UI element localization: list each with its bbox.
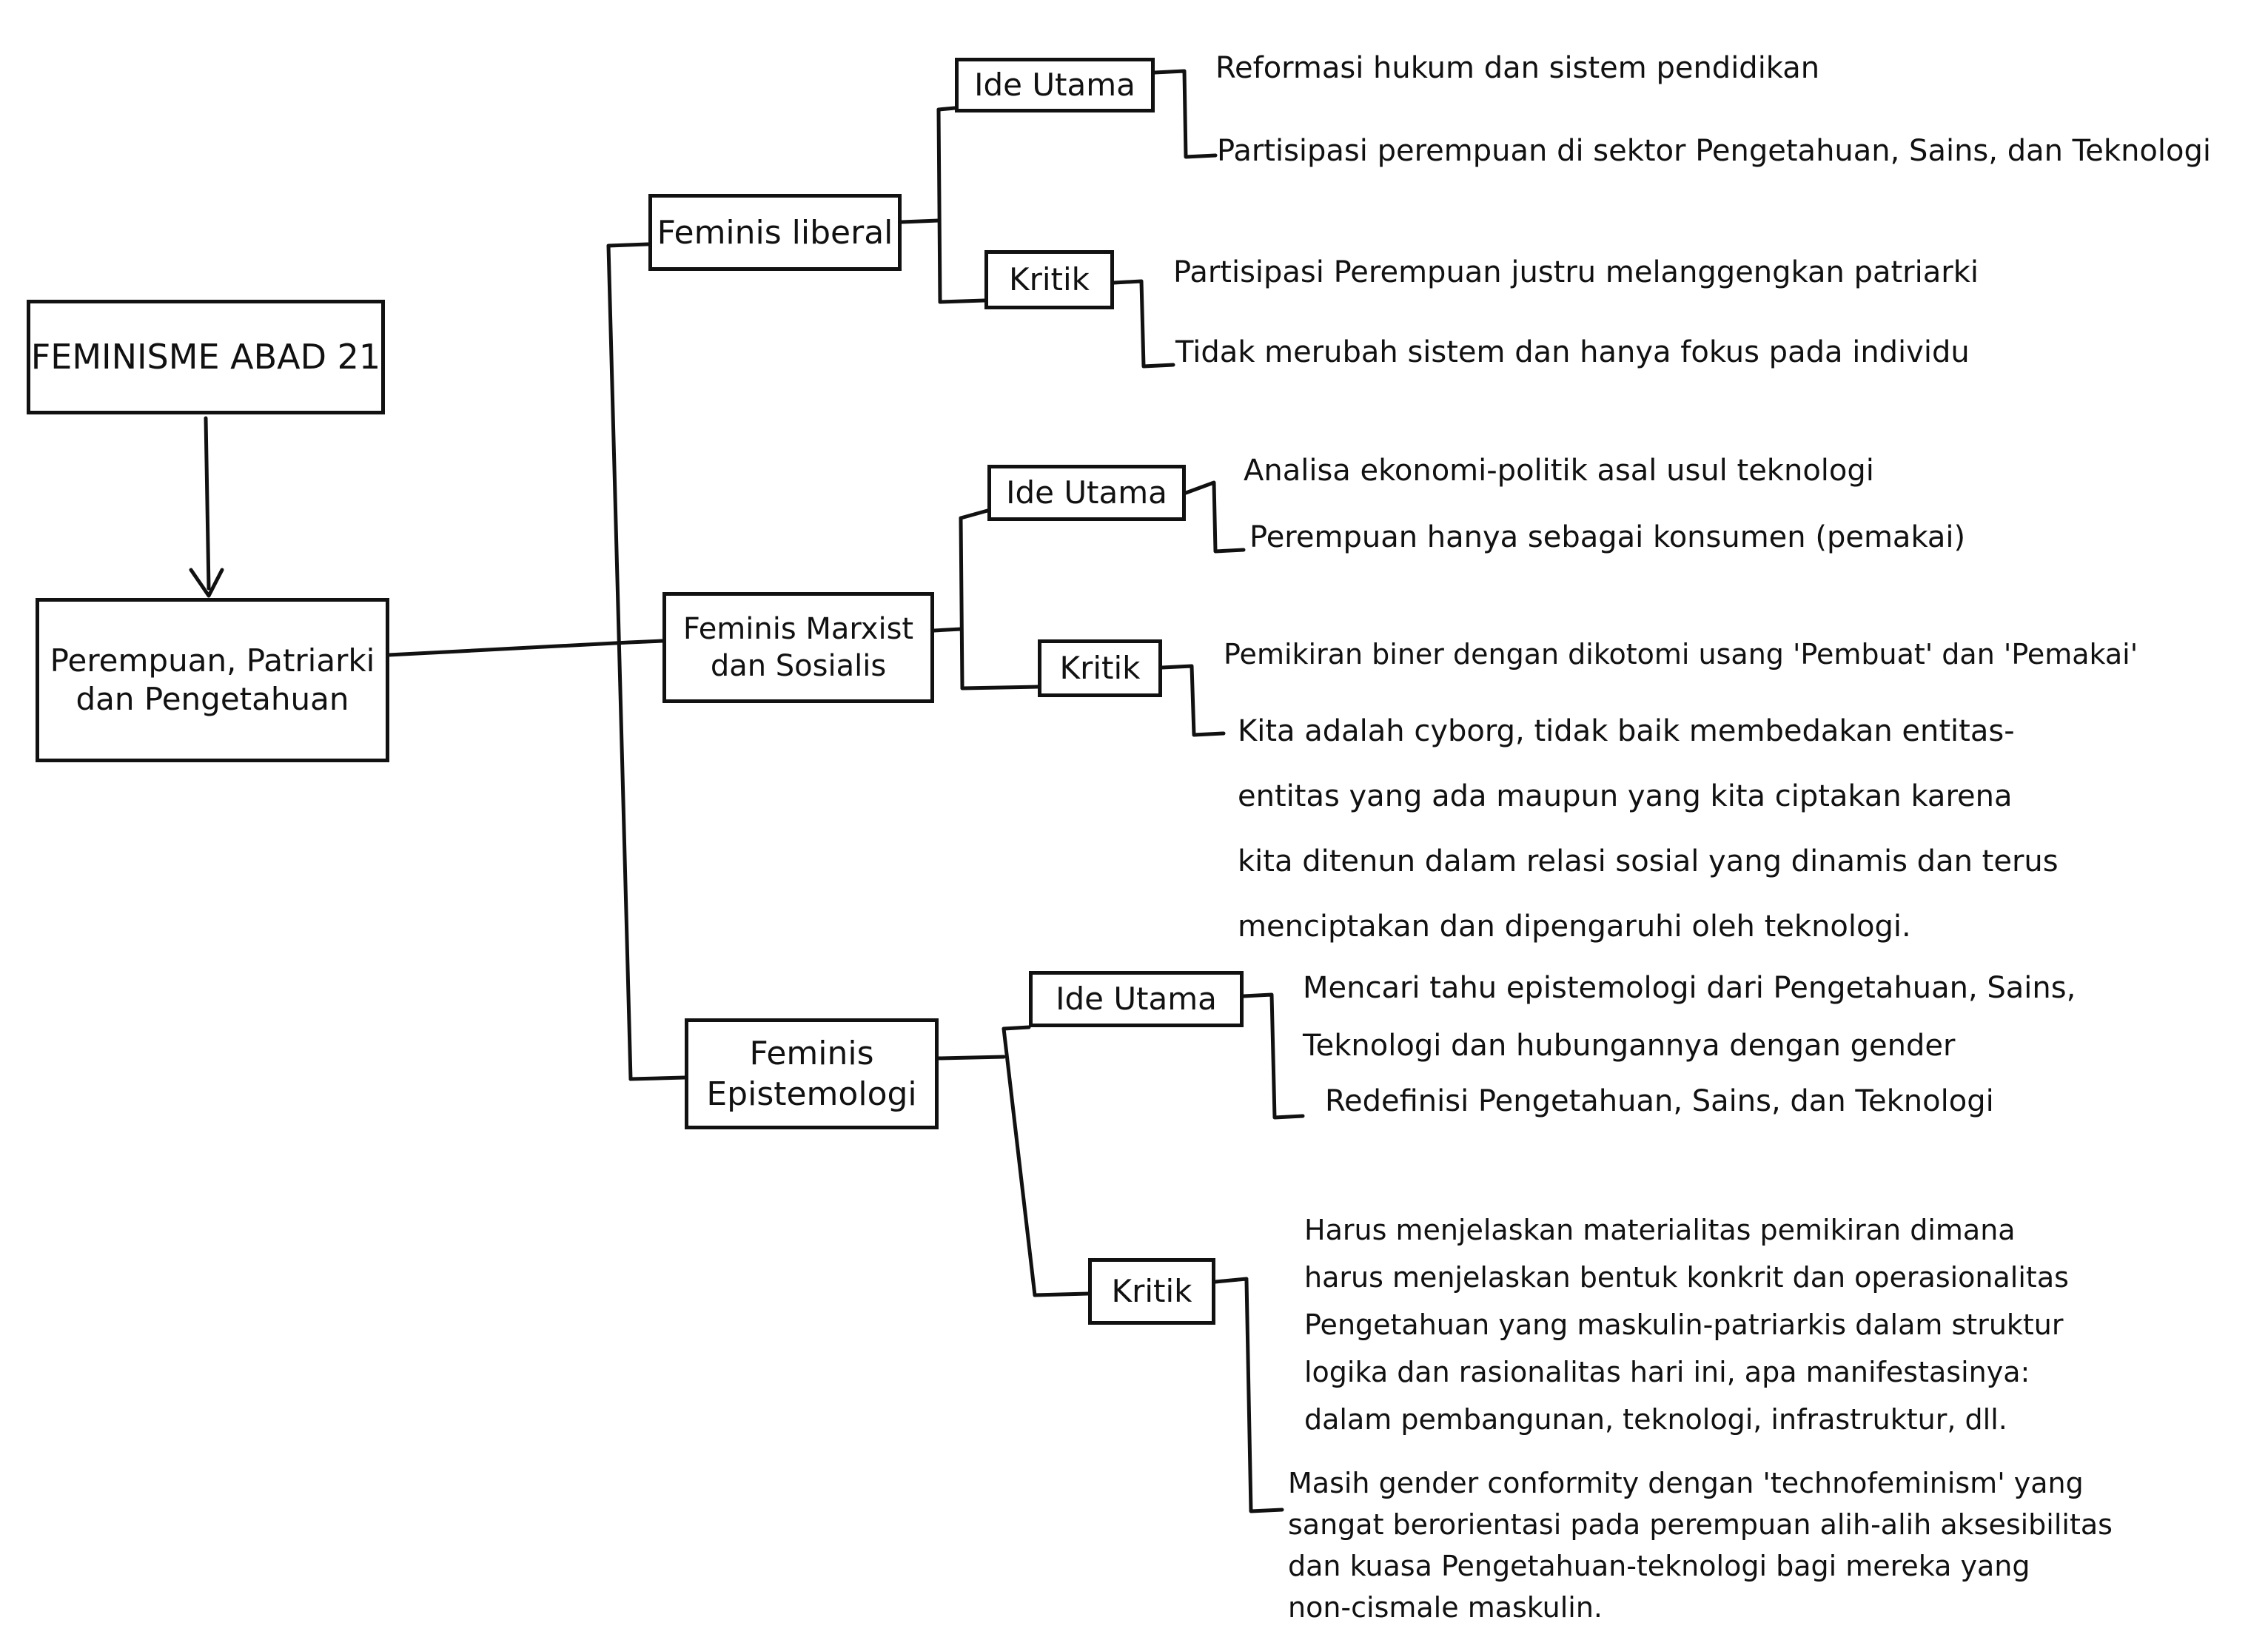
- kritik-label: Kritik: [1111, 1272, 1192, 1309]
- branch-label-line-2: Epistemologi: [706, 1075, 917, 1113]
- liberal-vertical: [939, 110, 940, 302]
- branch-label-line-2: dan Sosialis: [710, 649, 887, 683]
- marxist-kritik-bracket: [1162, 666, 1224, 735]
- ide-utama-label: Ide Utama: [1006, 474, 1167, 511]
- root-to-topic-arrow: [206, 418, 209, 588]
- branch-feminis-epistemologi: [685, 1018, 939, 1129]
- epistemologi-stem: [939, 1057, 1004, 1058]
- marxist-kritik-box: [1038, 639, 1162, 697]
- ide-utama-label: Ide Utama: [974, 66, 1135, 103]
- epistemologi-to-kritik: [1035, 1294, 1088, 1295]
- marxist-to-ide: [961, 511, 987, 518]
- marxist-ide-bracket: [1186, 483, 1244, 551]
- root-label: FEMINISME ABAD 21: [30, 336, 381, 377]
- epistemologi-ide-item-2: Redefinisi Pengetahuan, Sains, dan Teknologi: [1325, 1084, 1994, 1118]
- epistemologi-kritik-box: [1088, 1258, 1215, 1325]
- liberal-stem: [902, 221, 939, 222]
- topic-trunk-link: [389, 642, 629, 655]
- epistemologi-to-ide: [1004, 1027, 1029, 1029]
- arrow-head: [191, 570, 222, 596]
- kritik-label: Kritik: [1009, 261, 1090, 298]
- main-trunk: [608, 246, 631, 1079]
- root-node: [27, 300, 385, 414]
- marxist-kritik-item-1: Pemikiran biner dengan dikotomi usang 'Pembuat' dan 'Pemakai': [1224, 638, 2138, 671]
- liberal-ide-item-1: Reformasi hukum dan sistem pendidikan: [1215, 51, 1820, 85]
- trunk-to-epistemologi: [631, 1078, 685, 1079]
- marxist-to-kritik: [962, 687, 1038, 688]
- branch-feminis-marxist: [662, 592, 934, 703]
- liberal-kritik-item-1: Partisipasi Perempuan justru melanggengkan patriarki: [1173, 255, 1979, 289]
- trunk-to-liberal: [608, 244, 648, 246]
- marxist-ide-item-2: Perempuan hanya sebagai konsumen (pemakai): [1249, 520, 1966, 554]
- trunk-to-marxist: [629, 641, 662, 642]
- liberal-kritik-box: [984, 250, 1114, 309]
- topic-label-line-2: dan Pengetahuan: [76, 681, 349, 717]
- branch-feminis-liberal: [648, 194, 902, 271]
- liberal-kritik-item-2: Tidak merubah sistem dan hanya fokus pada individu: [1175, 335, 1970, 369]
- liberal-kritik-bracket: [1114, 281, 1173, 366]
- ide-utama-label: Ide Utama: [1056, 980, 1217, 1017]
- topic-label-line-1: Perempuan, Patriarki: [50, 642, 375, 679]
- epistemologi-kritik-bracket: [1215, 1279, 1282, 1511]
- liberal-to-ide: [939, 108, 955, 110]
- kritik-label: Kritik: [1059, 649, 1141, 686]
- epistemologi-ide-bracket: [1244, 995, 1303, 1118]
- marxist-kritik-item-2: Kita adalah cyborg, tidak baik membedakan entitas- entitas yang ada maupun yang kita ciptakan karena kita ditenun dalam relasi sosial yang dinamis dan terus menciptakan dan dipengaruhi oleh teknologi.: [1238, 714, 2059, 944]
- topic-node: [36, 598, 389, 762]
- epistemologi-vertical: [1004, 1029, 1035, 1295]
- epistemologi-kritik-item-2: Masih gender conformity dengan 'technofeminism' yang sangat berorientasi pada perempuan alih-alih aksesibilitas dan kuasa Pengetahuan-teknologi bagi mereka yang non-cismale maskulin.: [1288, 1467, 2113, 1624]
- marxist-stem: [934, 629, 961, 631]
- liberal-to-kritik: [940, 300, 984, 302]
- liberal-ide-item-2: Partisipasi perempuan di sektor Pengetahuan, Sains, dan Teknologi: [1217, 134, 2211, 168]
- branch-label: Feminis liberal: [657, 213, 893, 252]
- liberal-ide-utama-box: [955, 58, 1155, 112]
- marxist-vertical: [961, 518, 962, 688]
- branch-label-line-1: Feminis Marxist: [682, 612, 914, 646]
- liberal-ide-bracket: [1155, 71, 1215, 157]
- marxist-ide-item-1: Analisa ekonomi-politik asal usul teknologi: [1244, 454, 1874, 488]
- epistemologi-ide-item-1: Mencari tahu epistemologi dari Pengetahuan, Sains, Teknologi dan hubungannya dengan gender: [1303, 971, 2076, 1063]
- epistemologi-ide-utama-box: [1029, 971, 1244, 1027]
- epistemologi-kritik-item-1: Harus menjelaskan materialitas pemikiran dimana harus menjelaskan bentuk konkrit dan operasionalitas Pengetahuan yang maskulin-patriarkis dalam struktur logika dan rasionalitas hari ini, apa manifestasinya: dalam pembangunan, teknologi, infrastruktur, dll.: [1304, 1214, 2069, 1436]
- branch-label-line-1: Feminis: [749, 1035, 874, 1072]
- marxist-ide-utama-box: [987, 465, 1186, 521]
